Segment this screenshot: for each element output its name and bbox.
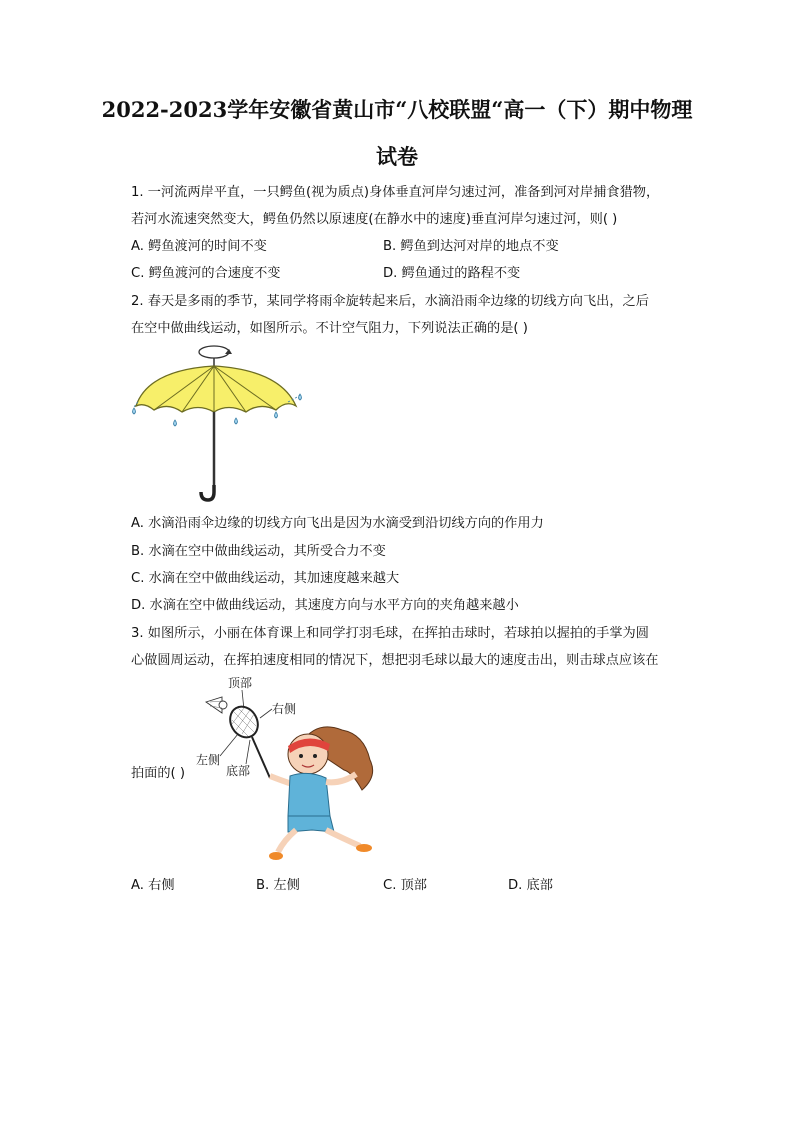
label-right: 右侧 [272, 702, 297, 716]
q2-option-c: C. 水滴在空中做曲线运动，其加速度越来越大 [131, 571, 400, 586]
label-bottom: 底部 [226, 764, 251, 778]
q2-stem-line1: 2. 春天是多雨的季节，某同学将雨伞旋转起来后，水滴沿雨伞边缘的切线方向飞出，之后 [131, 294, 649, 309]
q2-option-a: A. 水滴沿雨伞边缘的切线方向飞出是因为水滴受到沿切线方向的作用力 [131, 516, 544, 531]
q2-option-d: D. 水滴在空中做曲线运动，其速度方向与水平方向的夹角越来越小 [131, 598, 519, 613]
q1-option-c: C. 鳄鱼渡河的合速度不变 [131, 266, 281, 281]
q3-stem-line3: 拍面的( ) [131, 766, 186, 781]
badminton-figure [192, 672, 392, 867]
q3-option-b: B. 左侧 [256, 878, 300, 893]
q2-option-b: B. 水滴在空中做曲线运动，其所受合力不变 [131, 544, 386, 559]
label-left: 左侧 [196, 753, 221, 767]
q1-option-b: B. 鳄鱼到达河对岸的地点不变 [383, 239, 559, 254]
q3-option-d: D. 底部 [508, 878, 553, 893]
q1-stem-line1: 1. 一河流两岸平直，一只鳄鱼(视为质点)身体垂直河岸匀速过河，准备到河对岸捕食猎物， [131, 185, 660, 200]
q2-stem-line2: 在空中做曲线运动，如图所示。不计空气阻力，下列说法正确的是( ) [131, 321, 528, 336]
doc-title-line2: 试卷 [376, 144, 418, 169]
q3-stem-line1: 3. 如图所示，小丽在体育课上和同学打羽毛球，在挥拍击球时，若球拍以握拍的手掌为圆 [131, 626, 649, 641]
q3-stem-line2: 心做圆周运动，在挥拍速度相同的情况下，想把羽毛球以最大的速度击出，则击球点应该在 [131, 653, 659, 668]
label-top: 顶部 [228, 676, 253, 690]
q1-option-d: D. 鳄鱼通过的路程不变 [383, 266, 521, 281]
umbrella-handle [201, 485, 214, 500]
q3-option-a: A. 右侧 [131, 878, 175, 893]
girl-figure [269, 727, 373, 860]
q3-option-c: C. 顶部 [383, 878, 427, 893]
rotation-arrow-icon [199, 346, 229, 358]
q1-option-a: A. 鳄鱼渡河的时间不变 [131, 239, 267, 254]
q1-stem-line2: 若河水流速突然变大，鳄鱼仍然以原速度(在静水中的速度)垂直河岸匀速过河，则( ) [131, 212, 618, 227]
umbrella-figure [128, 340, 308, 505]
doc-title-line1: 2022-2023学年安徽省黄山市“八校联盟“高一（下）期中物理 [101, 97, 693, 122]
shuttlecock-icon [206, 697, 227, 713]
